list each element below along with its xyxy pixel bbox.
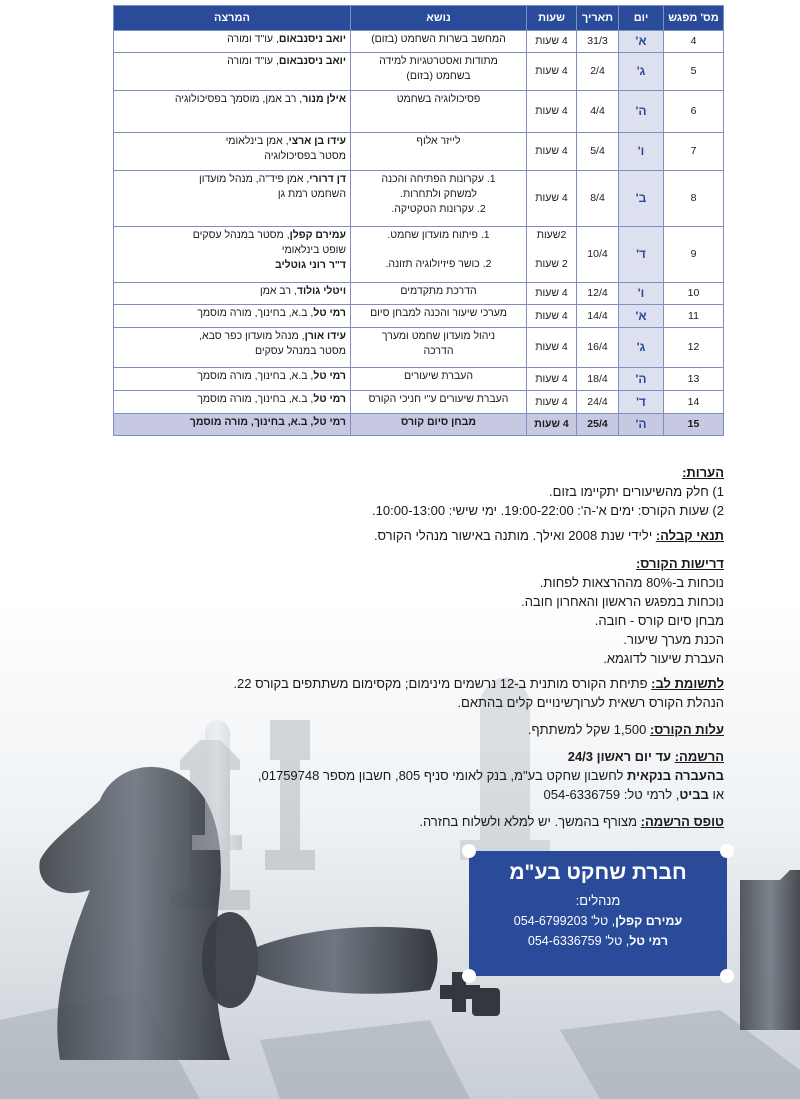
bank-text: לחשבון שחקט בע"מ, בנק לאומי סניף 805, חשבון מספר 01759748, <box>257 768 627 783</box>
hours-cell <box>527 31 577 53</box>
lecturer-name: עידו אורן <box>304 330 346 342</box>
topic-line: הדרכת מתקדמים <box>400 285 477 297</box>
topic-line: ניהול מועדון שחמט ומערך <box>381 330 496 342</box>
lecturer-line <box>118 92 346 107</box>
lecturer-name: עידו בן ארצי <box>288 135 346 147</box>
session-number-cell: 6 <box>664 91 724 133</box>
date-cell: 4/4 <box>577 91 619 133</box>
manager-2-phone: , טל' 054-6336759 <box>527 934 630 948</box>
topic-cell <box>351 91 527 133</box>
topic-line: המחשב בשרות השחמט (בזום) <box>371 33 506 45</box>
date-cell: 18/4 <box>577 368 619 391</box>
topic-line: לייזר אלוף <box>416 135 461 147</box>
topic-line: בשחמט (בזום) <box>406 70 471 82</box>
lecturer-name: אילן מנור <box>302 93 346 105</box>
lecturer-cell <box>114 328 351 368</box>
lecturer-credentials: , ב.א, בחינוך, מורה מוסמך <box>197 307 314 319</box>
date-cell: 16/4 <box>577 328 619 368</box>
schedule-table <box>113 5 724 436</box>
column-header: מס' מפגש <box>664 6 724 31</box>
date-cell: 14/4 <box>577 305 619 328</box>
hours-value: 4 שעות <box>535 145 568 157</box>
lecturer-credentials: מסטר בפסיכולוגיה <box>264 150 346 162</box>
topic-line: מתודות ואסטרטגיות למידה <box>379 55 498 67</box>
lecturer-line <box>118 228 346 243</box>
lecturer-credentials: , ב.א, בחינוך, מורה מוסמך <box>189 416 314 428</box>
lecturer-line <box>118 187 346 202</box>
column-header: שעות <box>527 6 577 31</box>
corner-notch <box>462 844 476 858</box>
lecturer-line <box>118 306 346 321</box>
lecturer-name: דן דרורי <box>309 173 346 185</box>
bit-prefix: או <box>708 787 724 802</box>
admission-text: ילידי שנת 2008 ואילך. מותנה באישור מנהלי הקורס. <box>373 528 656 543</box>
remark-1: 1) חלק מהשיעורים יתקיימו בזום. <box>549 484 724 499</box>
table-row <box>114 414 724 436</box>
topic-cell <box>351 328 527 368</box>
day-cell: ג' <box>619 53 664 91</box>
hours-value: 2 שעות <box>535 258 568 270</box>
day-cell: ב' <box>619 171 664 227</box>
topic-cell <box>351 305 527 328</box>
session-number-cell: 14 <box>664 391 724 414</box>
attention-text-2: הנהלת הקורס רשאית לערוךשינויים קלים בהתאם. <box>457 695 724 710</box>
manager-1-phone: , טל' 054-6799203 <box>513 914 616 928</box>
table-row <box>114 328 724 368</box>
column-header: יום <box>619 6 664 31</box>
hours-cell <box>527 328 577 368</box>
attention-title: לתשומת לב: <box>651 676 724 691</box>
table-row <box>114 53 724 91</box>
lecturer-line <box>118 243 346 258</box>
lecturer-credentials: , ב.א, בחינוך, מורה מוסמך <box>197 393 314 405</box>
lecturer-line <box>118 32 346 47</box>
topic-cell <box>351 53 527 91</box>
day-cell: ה' <box>619 414 664 436</box>
topic-line: העברת שיעורים ע"י חניכי הקורס <box>368 393 509 405</box>
company-contact-box <box>469 851 727 976</box>
lecturer-cell <box>114 391 351 414</box>
date-cell: 12/4 <box>577 283 619 305</box>
lecturer-line <box>118 344 346 359</box>
lecturer-line <box>118 329 346 344</box>
requirement-item: הכנת מערך שיעור. <box>623 632 724 647</box>
managers-label: מנהלים: <box>575 893 621 908</box>
session-number-cell: 9 <box>664 227 724 283</box>
day-cell: ד' <box>619 227 664 283</box>
lecturer-credentials: , מסטר במנהל עסקים <box>192 229 290 241</box>
lecturer-line <box>118 392 346 407</box>
hours-value: 4 שעות <box>535 395 568 408</box>
topic-cell <box>351 283 527 305</box>
lecturer-line <box>118 54 346 69</box>
lecturer-cell <box>114 305 351 328</box>
lecturer-credentials: , אמן פיד"ה, מנהל מועדון <box>199 173 310 185</box>
lecturer-name: ויטלי גולוד <box>296 285 346 297</box>
topic-cell <box>351 368 527 391</box>
lecturer-cell <box>114 368 351 391</box>
lecturer-name: רמי טל <box>313 416 346 428</box>
day-cell: ג' <box>619 328 664 368</box>
lecturer-credentials: מסטר במנהל עסקים <box>254 345 346 357</box>
session-number-cell: 5 <box>664 53 724 91</box>
lecturer-cell <box>114 133 351 171</box>
lecturer-name: רמי טל <box>313 370 346 382</box>
corner-notch <box>462 969 476 983</box>
hours-value: 4 שעות <box>535 372 568 385</box>
column-header: תאריך <box>577 6 619 31</box>
topic-line <box>355 243 522 257</box>
lecturer-name: ד"ר רוני גוטליב <box>275 259 346 271</box>
lecturer-line <box>118 134 346 149</box>
session-number-cell: 15 <box>664 414 724 436</box>
table-row <box>114 305 724 328</box>
topic-line: 2. עקרונות הטקטיקה. <box>391 203 486 215</box>
topic-line: למשחק ולתחרות. <box>400 188 477 200</box>
bank-title: בהעברה בנקאית <box>627 768 724 783</box>
topic-cell <box>351 171 527 227</box>
hours-cell <box>527 368 577 391</box>
table-row <box>114 91 724 133</box>
topic-cell <box>351 31 527 53</box>
corner-notch <box>720 969 734 983</box>
lecturer-credentials: , ב.א, בחינוך, מורה מוסמך <box>197 370 314 382</box>
lecturer-line <box>118 149 346 164</box>
table-row <box>114 283 724 305</box>
hours-value: 4 שעות <box>535 105 568 117</box>
session-number-cell: 4 <box>664 31 724 53</box>
requirement-item: נוכחות ב-80% מההרצאות לפחות. <box>539 575 724 590</box>
lecturer-cell <box>114 53 351 91</box>
lecturer-cell <box>114 31 351 53</box>
date-cell: 31/3 <box>577 31 619 53</box>
column-header: המרצה <box>114 6 351 31</box>
date-cell: 25/4 <box>577 414 619 436</box>
manager-1-name: עמירם קפלן <box>615 914 683 928</box>
column-header: נושא <box>351 6 527 31</box>
course-notes <box>104 463 724 837</box>
topic-line: מבחן סיום קורס <box>400 416 477 428</box>
day-cell: ה' <box>619 91 664 133</box>
bit-text: , לרמי טל: 054-6336759 <box>543 787 680 802</box>
topic-line: פסיכולוגיה בשחמט <box>396 93 481 105</box>
lecturer-credentials: שופט בינלאומי <box>281 244 346 256</box>
lecturer-cell <box>114 227 351 283</box>
lecturer-credentials: , עו"ד ומורה <box>227 33 279 45</box>
hours-cell <box>527 391 577 414</box>
bit-title: בביט <box>679 787 709 802</box>
topic-line: הדרכה <box>423 345 454 357</box>
registration-deadline: עד יום ראשון 24/3 <box>567 749 675 764</box>
hours-value: 4 שעות <box>535 341 568 353</box>
admission-title: תנאי קבלה: <box>655 528 724 543</box>
form-title: טופס הרשמה: <box>640 814 724 829</box>
topic-line: 2. כושר פיזיולוגיה תזונה. <box>385 258 492 270</box>
table-header-row <box>114 6 724 31</box>
lecturer-name: רמי טל <box>313 393 346 405</box>
hours-cell <box>527 171 577 227</box>
lecturer-name: רמי טל <box>313 307 346 319</box>
lecturer-cell <box>114 171 351 227</box>
lecturer-name: יואב ניסנבאום <box>278 55 346 67</box>
lecturer-credentials: , רב אמן <box>259 285 297 297</box>
hours-cell <box>527 283 577 305</box>
corner-notch <box>720 844 734 858</box>
cost-title: עלות הקורס: <box>649 722 724 737</box>
hours-cell <box>527 53 577 91</box>
lecturer-name: יואב ניסנבאום <box>278 33 346 45</box>
lecturer-line <box>118 284 346 299</box>
table-row <box>114 31 724 53</box>
table-row <box>114 133 724 171</box>
lecturer-credentials: , מנהל מועדון כפר סבא, <box>199 330 305 342</box>
table-row <box>114 171 724 227</box>
topic-cell <box>351 227 527 283</box>
session-number-cell: 12 <box>664 328 724 368</box>
day-cell: א' <box>619 305 664 328</box>
hours-value: 2שעות <box>536 229 567 241</box>
requirement-item: מבחן סיום קורס - חובה. <box>594 613 724 628</box>
date-cell: 5/4 <box>577 133 619 171</box>
day-cell: ו' <box>619 133 664 171</box>
lecturer-line <box>118 369 346 384</box>
hours-cell <box>527 133 577 171</box>
lecturer-credentials: , עו"ד ומורה <box>227 55 279 67</box>
requirements-title: דרישות הקורס: <box>635 556 724 571</box>
topic-line: העברת שיעורים <box>404 370 473 382</box>
session-number-cell: 10 <box>664 283 724 305</box>
lecturer-credentials: , רב אמן, מוסמך בפסיכולוגיה <box>174 93 303 105</box>
lecturer-credentials: השחמט רמת גן <box>277 188 346 200</box>
lecturer-cell <box>114 414 351 436</box>
lecturer-cell <box>114 91 351 133</box>
attention-text: פתיחת הקורס מותנית ב-12 נרשמים מינימום; מקסימום משתתפים בקורס 22. <box>233 676 652 691</box>
date-cell: 2/4 <box>577 53 619 91</box>
hours-cell <box>527 305 577 328</box>
session-number-cell: 8 <box>664 171 724 227</box>
day-cell: ו' <box>619 283 664 305</box>
hours-value: 4 שעות <box>534 418 569 430</box>
lecturer-line <box>118 258 346 273</box>
table-row <box>114 227 724 283</box>
lecturer-credentials: , אמן בינלאומי <box>225 135 289 147</box>
remarks-title: הערות: <box>682 465 724 480</box>
lecturer-line <box>118 415 346 430</box>
lecturer-line <box>118 172 346 187</box>
date-cell: 8/4 <box>577 171 619 227</box>
hours-value: 4 שעות <box>535 65 568 77</box>
date-cell: 10/4 <box>577 227 619 283</box>
lecturer-cell <box>114 283 351 305</box>
day-cell: א' <box>619 31 664 53</box>
topic-line: 1. עקרונות הפתיחה והכנה <box>381 173 496 185</box>
requirement-item: העברת שיעור לדוגמא. <box>603 651 724 666</box>
hours-value: 4 שעות <box>535 35 568 47</box>
hours-value: 4 שעות <box>535 287 568 299</box>
manager-2-name: רמי טל <box>629 934 669 948</box>
hours-cell <box>527 91 577 133</box>
hours-value: 4 שעות <box>535 192 568 204</box>
registration-title: הרשמה: <box>674 749 724 764</box>
topic-cell <box>351 391 527 414</box>
hours-cell <box>527 414 577 436</box>
topic-line: מערכי שיעור והכנה למבחן סיום <box>370 307 507 319</box>
hours-value: 4 שעות <box>535 309 568 322</box>
date-cell: 24/4 <box>577 391 619 414</box>
table-row <box>114 391 724 414</box>
form-text: מצורף בהמשך. יש למלא ולשלוח בחזרה. <box>419 814 641 829</box>
requirement-item: נוכחות במפגש הראשון והאחרון חובה. <box>521 594 724 609</box>
hours-cell <box>527 227 577 283</box>
topic-cell <box>351 133 527 171</box>
topic-line: 1. פיתוח מועדון שחמט. <box>387 229 490 241</box>
cost-text: 1,500 שקל למשתתף. <box>527 722 650 737</box>
lecturer-name: עמירם קפלן <box>289 229 346 241</box>
remark-2: 2) שעות הקורס: ימים א'-ה': 19:00-22:00. ימי שישי: 10:00-13:00. <box>372 503 724 518</box>
company-name: חברת שחקט בע"מ <box>509 861 687 884</box>
day-cell: ה' <box>619 368 664 391</box>
session-number-cell: 11 <box>664 305 724 328</box>
session-number-cell: 13 <box>664 368 724 391</box>
table-row <box>114 368 724 391</box>
day-cell: ד' <box>619 391 664 414</box>
topic-cell <box>351 414 527 436</box>
session-number-cell: 7 <box>664 133 724 171</box>
